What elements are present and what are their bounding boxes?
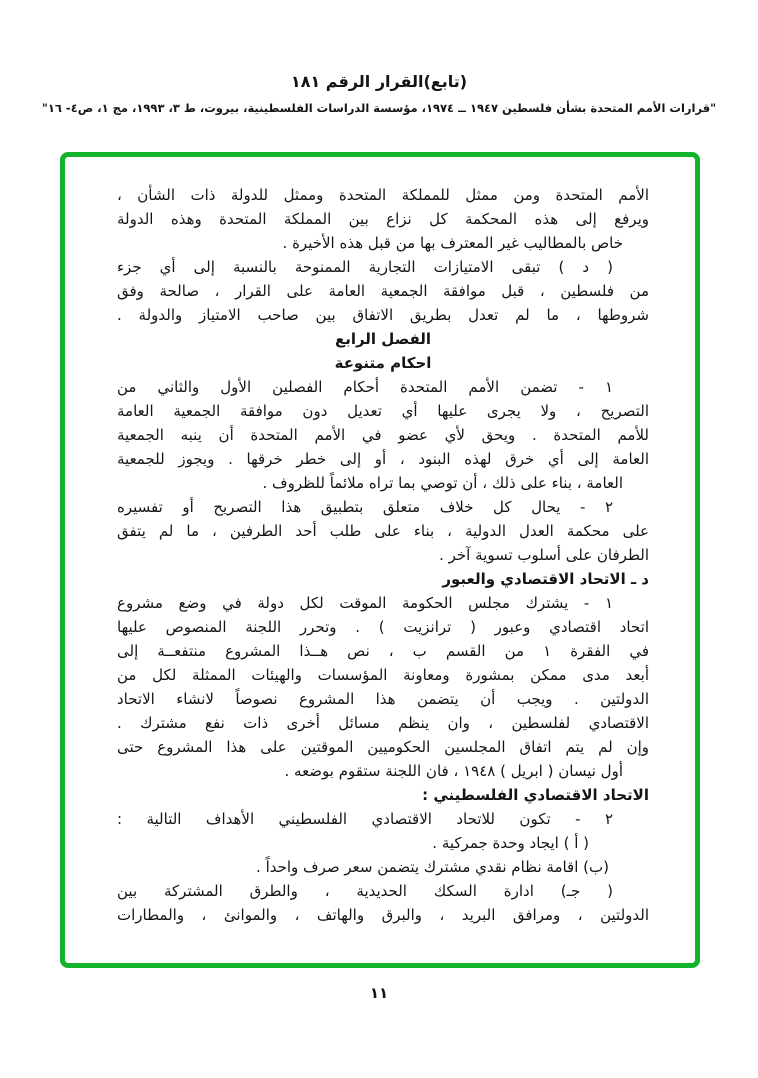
- text-line: الطرفان على أسلوب تسوية آخر .: [439, 546, 649, 564]
- text-line: (ب) اقامة نظام نقدي مشترك يتضمن سعر صرف واحداً .: [256, 858, 609, 876]
- resolution-title: (تابع)القرار الرقم ١٨١: [290, 72, 468, 91]
- text-line: شروطها ، ما لم تعدل بطريق الاتفاق بين صاحب الامتياز والدولة .: [117, 306, 649, 324]
- text-line: احكام متنوعة: [334, 354, 432, 372]
- highlight-frame: [60, 152, 700, 968]
- text-line: ( د ) تبقى الامتيازات التجارية الممنوحة بالنسبة إلى أي جزء: [117, 258, 613, 276]
- text-line: العامة ، بناء على ذلك ، أن توصي بما تراه ملائماً للظروف .: [262, 474, 623, 492]
- text-line: وإن لم يتم اتفاق المجلسين الحكوميين الموقتين على هذا المشروع حتى: [117, 738, 649, 756]
- text-line: التصريح ، ولا يجرى عليها أي تعديل دون موافقة الجمعية العامة: [117, 402, 649, 420]
- text-line: ١ - يشترك مجلس الحكومة الموقت لكل دولة في وضع مشروع: [117, 594, 613, 612]
- text-line: الدولتين ، ومرافق البريد ، والبرق والهاتف ، والموانئ ، والمطارات: [117, 906, 649, 924]
- text-line: ١ - تضمن الأمم المتحدة أحكام الفصلين الأول والثاني من: [117, 378, 613, 396]
- text-line: على محكمة العدل الدولية ، بناء على طلب أحد الطرفين ، ما لم يتفق: [117, 522, 649, 540]
- text-line: د ـ الاتحاد الاقتصادي والعبور: [442, 570, 649, 588]
- text-line: اتحاد اقتصادي وعبور ( ترانزيت ) . وتحرر اللجنة المنصوص عليها: [117, 618, 649, 636]
- text-line: في الفقرة ١ من القسم ب ، نص هــذا المشروع منتفعــة إلى: [117, 642, 649, 660]
- document-lines: [117, 183, 649, 927]
- text-line: ٢ - يحال كل خلاف متعلق بتطبيق هذا التصريح أو تفسيره: [117, 498, 613, 516]
- text-line: خاص بالمطاليب غير المعترف بها من قبل هذه الأخيرة .: [282, 234, 623, 252]
- text-line: ( جـ) ادارة السكك الحديدية ، والطرق المشتركة بين: [117, 882, 613, 900]
- text-line: من فلسطين ، قبل موافقة الجمعية العامة على القرار ، صالحة وفق: [117, 282, 649, 300]
- text-line: الأمم المتحدة ومن ممثل للمملكة المتحدة وممثل للدولة ذات الشأن ،: [117, 186, 649, 204]
- source-citation: "قرارات الأمم المتحدة بشأن فلسطين ١٩٤٧ ــ ١٩٧٤، مؤسسة الدراسات الفلسطينية، بيروت، ط ٣، ١٩٩٣، مج ١، ص٤- ١٦": [41, 101, 717, 115]
- text-line: ٢ - تكون للاتحاد الاقتصادي الفلسطيني الأهداف التالية :: [117, 810, 613, 828]
- text-line: العامة إلى أي خرق لهذه البنود ، أو إلى خطر خرقها . ويجوز للجمعية: [117, 450, 649, 468]
- text-line: ويرفع إلى هذه المحكمة كل نزاع بين المملكة المتحدة وهذه الدولة: [117, 210, 649, 228]
- text-line: ( أ ) ايجاد وحدة جمركية .: [432, 834, 589, 852]
- text-line: للأمم المتحدة . ويحق لأي عضو في الأمم المتحدة أن ينبه الجمعية: [117, 426, 649, 444]
- text-line: الفصل الرابع: [334, 330, 432, 348]
- page-number: ١١: [369, 984, 389, 1002]
- text-line: أبعد مدى ممكن بمشورة ومعاونة المؤسسات والهيئات الممثلة لكل من: [117, 666, 649, 684]
- text-line: الدولتين . ويجب أن يتضمن هذا المشروع نصوصاً لانشاء الاتحاد: [117, 690, 649, 708]
- text-line: الاتحاد الاقتصادي الفلسطيني :: [422, 786, 649, 804]
- text-line: الاقتصادي لفلسطين ، وان ينظم مسائل أخرى ذات نفع مشترك .: [117, 714, 649, 732]
- page-header: [0, 72, 758, 115]
- text-line: أول نيسان ( ابريل ) ١٩٤٨ ، فان اللجنة ستقوم بوضعه .: [284, 762, 623, 780]
